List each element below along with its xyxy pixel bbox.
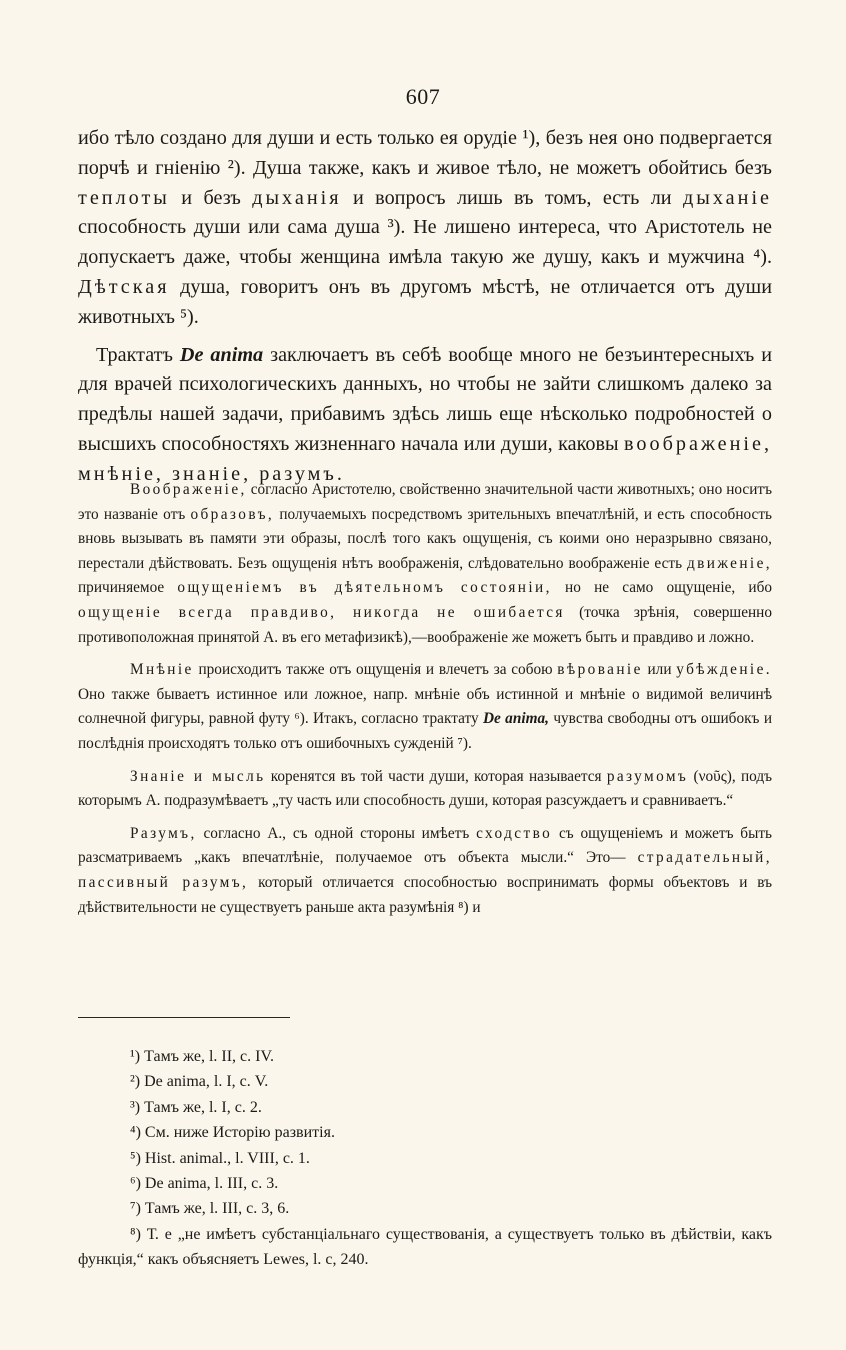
footnote-text: См. ниже Исторію развитія.	[144, 1124, 335, 1142]
spaced-term: дыханіе	[683, 186, 773, 209]
footnote-mark: ⁵)	[130, 1149, 141, 1167]
footnote-mark: ¹)	[130, 1048, 141, 1065]
text-run: способность души или сама душа ³). Не лишено интереса, что Аристотель не допускаетъ даже, чтобы женщина имѣла такую же душу, какъ и мужчина ⁴).	[78, 216, 772, 269]
footnote	[78, 1171, 772, 1196]
small-print-text	[78, 478, 772, 928]
paragraph-opinion	[78, 658, 772, 756]
paragraph-knowledge	[78, 765, 772, 814]
spaced-term: ощущеніемъ въ дѣятельномъ состояніи,	[177, 579, 552, 597]
text-run: причиняемое	[78, 579, 165, 597]
footnote-mark: ³)	[130, 1098, 141, 1116]
text-run: коренятся въ той части души, которая называется	[270, 767, 602, 785]
footnote-text: Hist. animal., l. VIII, с. 1.	[144, 1149, 310, 1167]
italic-title: De anima,	[482, 710, 549, 728]
text-run: съ ощущеніемъ и можетъ быть разсматриваемъ „какъ впечатлѣніе, получаемое отъ объекта мысли.“ Это—	[78, 824, 773, 867]
spaced-term: убѣжденіе.	[676, 661, 772, 679]
spaced-term: Разумъ,	[130, 824, 197, 842]
text-run: и вопросъ лишь въ томъ, есть ли	[352, 186, 672, 209]
main-text	[78, 124, 772, 490]
text-run: заключаетъ въ себѣ вообще много не безъинтересныхъ и для врачей психологическихъ данныхъ, но чтобы не зайти слишкомъ далеко за предѣлы нашей задачи, прибавимъ здѣсь лишь еще нѣсколько подробностей о высшихъ способностяхъ жизненнаго начала или души, каковы	[78, 343, 772, 455]
footnote	[78, 1069, 772, 1094]
spaced-term: Знаніе и мысль	[130, 767, 266, 785]
spaced-term: страдательный, пассивный разумъ,	[78, 849, 772, 891]
spaced-term: образовъ,	[190, 505, 275, 523]
footnote	[78, 1044, 772, 1069]
spaced-term: Мнѣніе	[130, 661, 194, 679]
footnote-text: Тамъ же, l. I, с. 2.	[144, 1098, 262, 1116]
text-run: который отличается способностью воспринимать формы объектовъ и въ дѣйствительности не существуетъ раньше акта разумѣнія ⁸) и	[78, 873, 773, 916]
paragraph-2	[78, 341, 772, 490]
footnote	[78, 1196, 772, 1221]
spaced-term: Воображеніе,	[130, 481, 247, 498]
spaced-term: дыханія	[252, 186, 342, 209]
spaced-term: воображеніе, мнѣніе, знаніе, разумъ.	[78, 432, 772, 485]
spaced-term: разумомъ	[606, 767, 689, 785]
text-run: но не само ощущеніе, ибо	[565, 579, 773, 597]
footnote-mark: ⁴)	[130, 1124, 141, 1142]
text-run: получаемыхъ посредствомъ зрительныхъ впечатлѣній, и есть способность вновь вызывать въ памяти эти образы, послѣ того какъ ощущенія, съ коими оно неразрывно связано, перестали дѣйствовать. Безъ ощущенія нѣтъ воображенія, слѣдовательно воображеніе есть	[78, 505, 772, 572]
spaced-term: теплоты	[78, 186, 170, 209]
text-run: Трактатъ	[96, 343, 173, 366]
page-number: 607	[405, 84, 441, 109]
footnote-mark: ⁶)	[130, 1175, 141, 1193]
paragraph-imagination	[78, 478, 772, 650]
paragraph-reason	[78, 822, 772, 920]
footnote-mark: ⁷)	[130, 1200, 141, 1218]
spaced-term: движеніе,	[687, 554, 772, 572]
text-run: душа, говоритъ онъ въ другомъ мѣстѣ, не отличается отъ души животныхъ ⁵).	[78, 275, 773, 328]
spaced-term: Дѣтская	[78, 275, 170, 298]
spaced-term: вѣрованіе	[557, 661, 643, 679]
text-run: происходитъ также отъ ощущенія и влечетъ за собою	[198, 661, 553, 679]
italic-title: De anima	[179, 343, 264, 366]
text-run: или	[647, 661, 672, 679]
spaced-term: ощущеніе всегда правдиво, никогда не ошибается	[78, 603, 565, 621]
footnote-text: De anima, l. I, с. V.	[144, 1073, 269, 1091]
footnote-text: Тамъ же, l. III, с. 3, 6.	[144, 1200, 290, 1218]
footnote-text: De anima, l. III, с. 3.	[144, 1175, 279, 1193]
text-run: согласно Аристотелю, свойственно значительной части животныхъ; оно носитъ это названіе отъ	[78, 481, 773, 523]
footnote	[78, 1120, 772, 1145]
text-run: Оно также бываетъ истинное или ложное, напр. мнѣніе объ истинной и мнѣніе о видимой величинѣ солнечной фигуры, равной футу ⁶). Итакъ, согласно трактату	[78, 685, 772, 728]
text-run: ибо тѣло создано для души и есть только ея орудіе ¹), безъ нея оно подвергается порчѣ и гніенію ²). Душа также, какъ и живое тѣло, не можетъ обойтись безъ	[78, 127, 772, 179]
footnote-mark: ²)	[130, 1073, 141, 1091]
footnotes	[78, 1044, 772, 1273]
footnote	[78, 1095, 772, 1120]
footnote-text: Тамъ же, l. II, с. IV.	[144, 1048, 274, 1065]
footnote-divider	[78, 1017, 290, 1018]
footnote-mark: ⁸)	[130, 1225, 141, 1243]
text-run: (νοῦς), подъ которымъ А. подразумѣваетъ „ту часть или способность души, которая разсуждаетъ и сравниваетъ.“	[78, 767, 773, 810]
text-run: и безъ	[181, 186, 241, 209]
text-run: согласно А., съ одной стороны имѣетъ	[203, 824, 470, 842]
text-run: чувства свободны отъ ошибокъ и послѣднія происходятъ только отъ ошибочныхъ сужденій ⁷).	[78, 710, 772, 752]
spaced-term: сходство	[476, 824, 553, 842]
footnote	[78, 1146, 772, 1171]
footnote	[78, 1222, 772, 1273]
footnote-text: Т. е „не имѣетъ субстанціальнаго существованія, а существуетъ только въ дѣйствіи, какъ функція,“ какъ объясняетъ Lewes, l. с, 240.	[78, 1225, 773, 1269]
text-run: (точка зрѣнія, совершенно противоположная принятой А. въ его метафизикѣ),—воображеніе же можетъ быть и правдиво и ложно.	[78, 603, 773, 646]
paragraph-1	[78, 124, 772, 333]
